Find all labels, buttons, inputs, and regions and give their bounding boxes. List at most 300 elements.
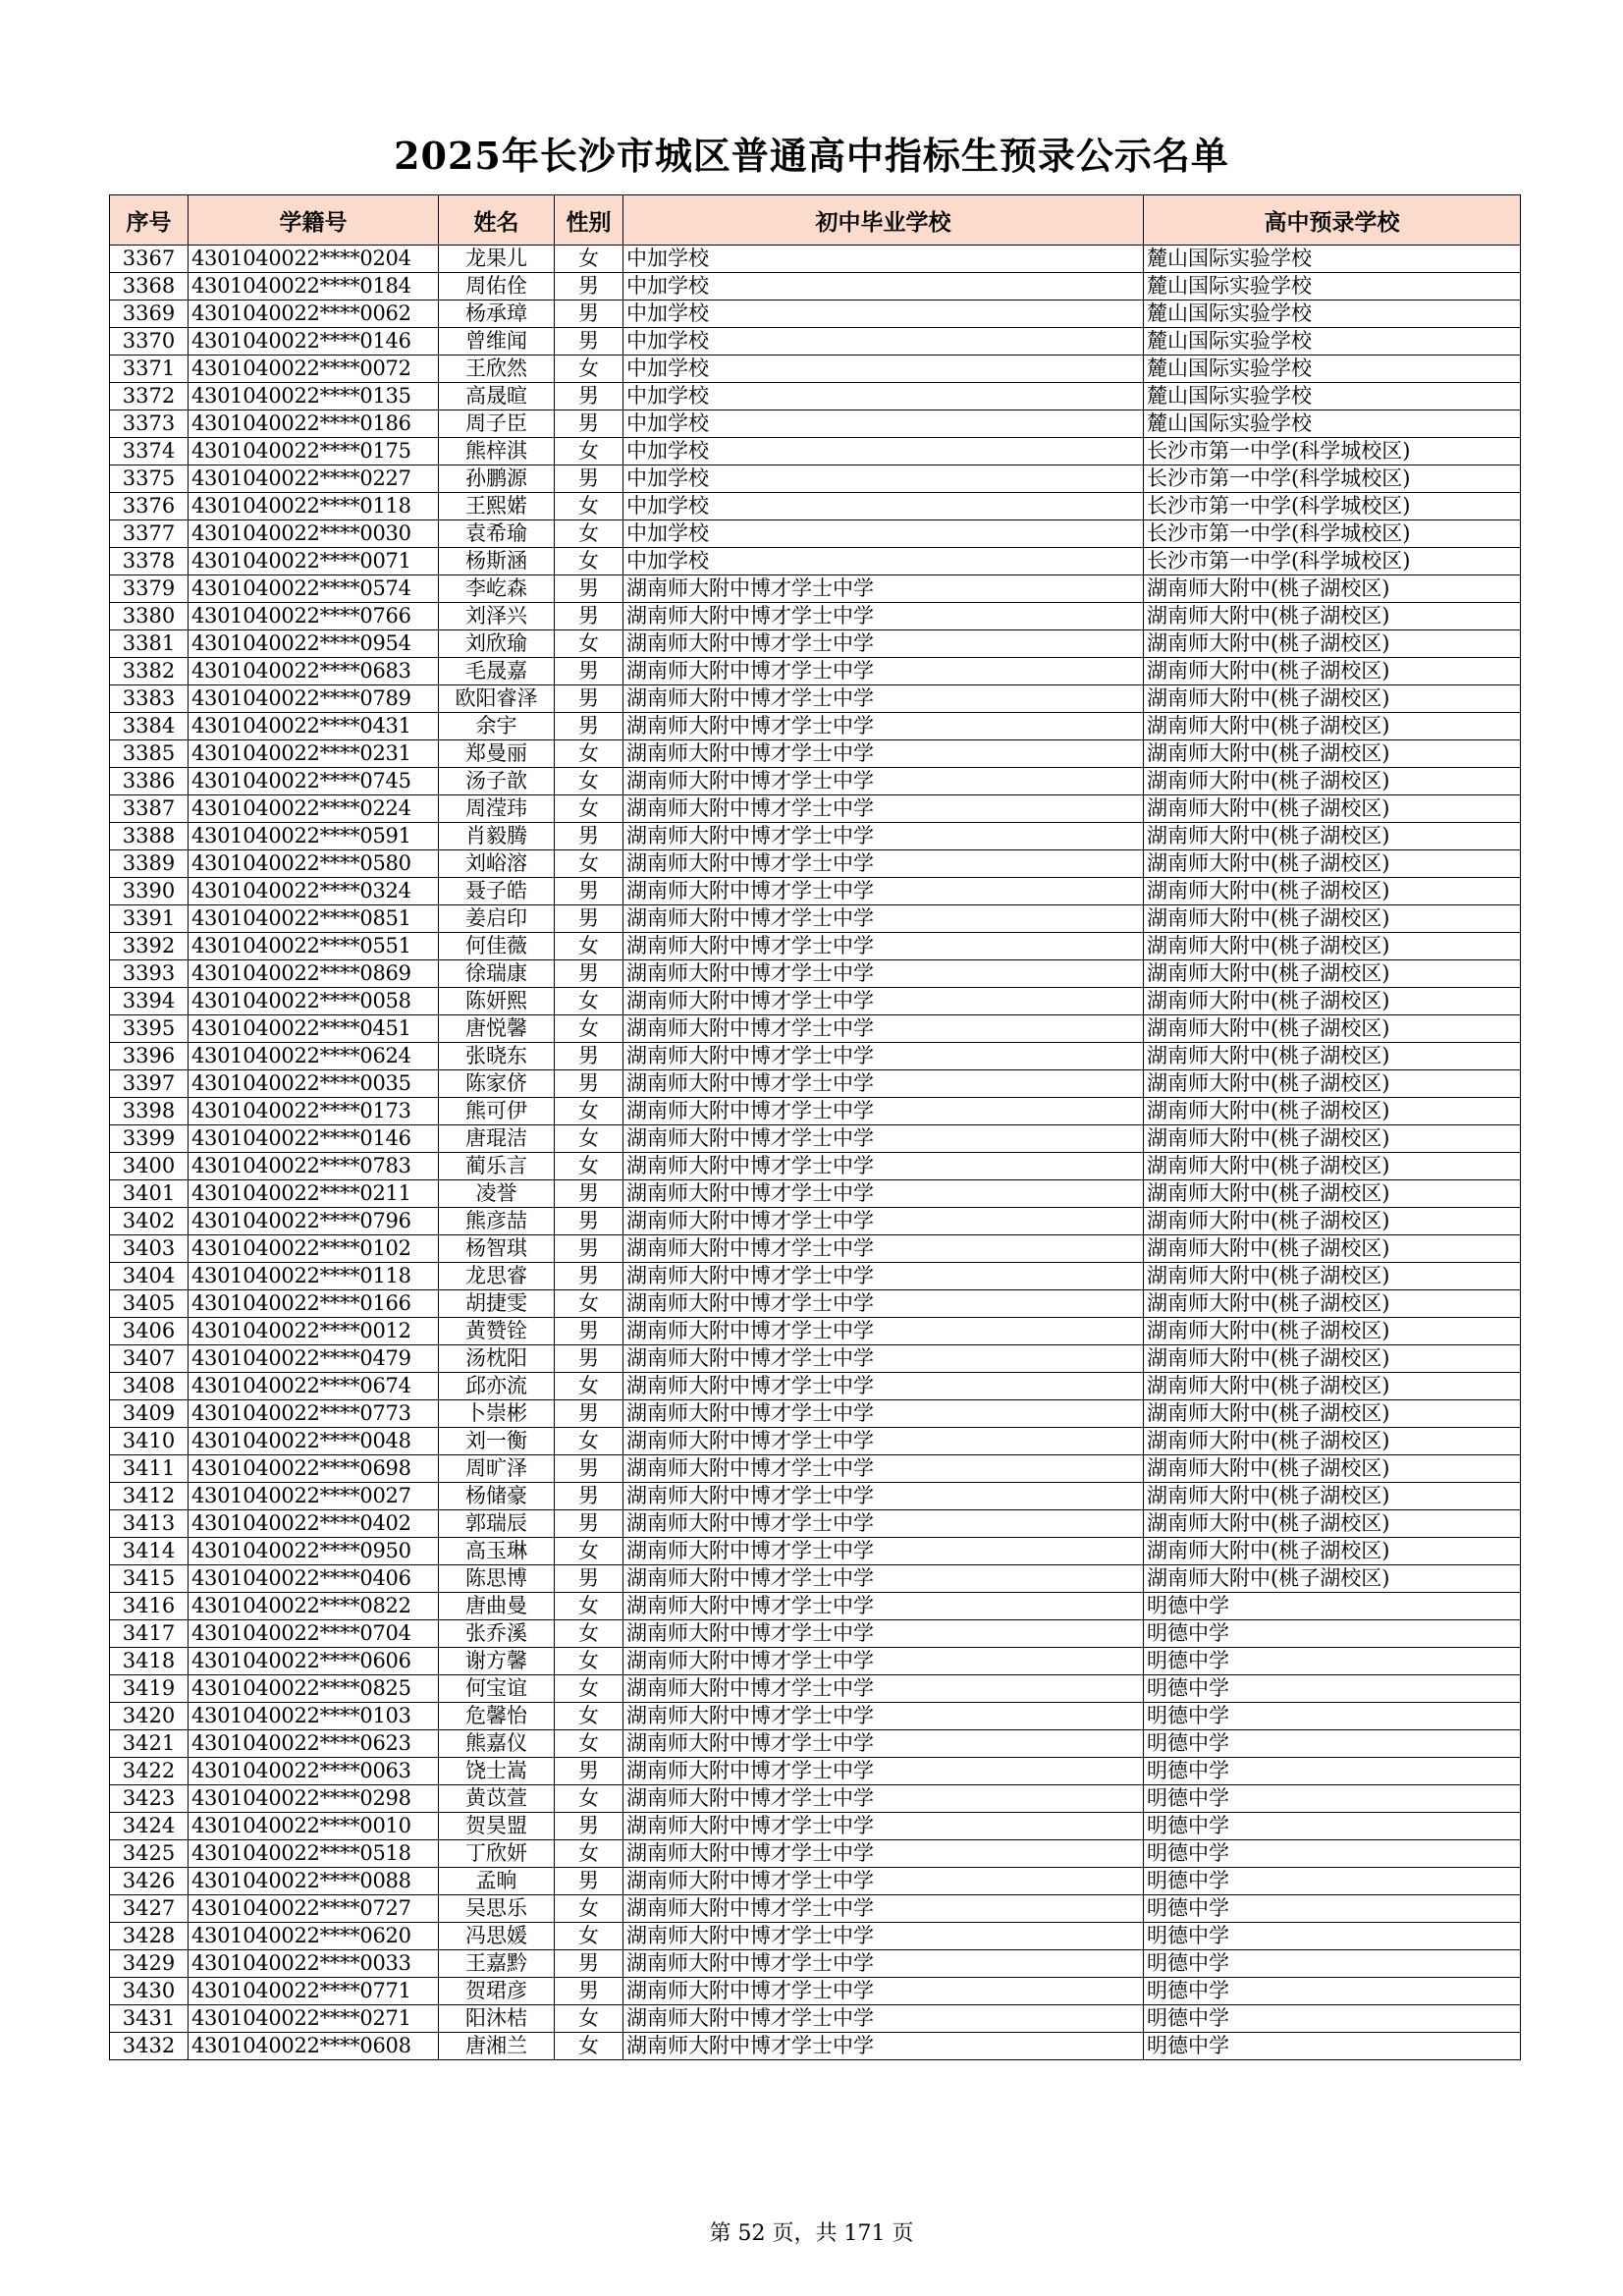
cell-student-id: 4301040022****0135: [189, 383, 439, 410]
cell-student-id: 4301040022****0591: [189, 823, 439, 850]
cell-gender: 男: [555, 603, 623, 630]
cell-high-school: 明德中学: [1144, 1648, 1521, 1675]
table-row: [110, 410, 1521, 438]
cell-seq: 3424: [110, 1813, 189, 1840]
cell-seq: 3380: [110, 603, 189, 630]
cell-high-school: 明德中学: [1144, 1813, 1521, 1840]
table-row: [110, 1648, 1521, 1675]
cell-student-id: 4301040022****0012: [189, 1318, 439, 1345]
cell-seq: 3372: [110, 383, 189, 410]
cell-high-school: 湖南师大附中(桃子湖校区): [1144, 1208, 1521, 1235]
cell-seq: 3406: [110, 1318, 189, 1345]
cell-seq: 3393: [110, 960, 189, 988]
table-row: [110, 905, 1521, 933]
cell-student-id: 4301040022****0227: [189, 465, 439, 493]
cell-high-school: 湖南师大附中(桃子湖校区): [1144, 1235, 1521, 1263]
table-row: [110, 1098, 1521, 1125]
cell-name: 唐湘兰: [439, 2033, 555, 2060]
cell-gender: 女: [555, 740, 623, 768]
cell-middle-school: 湖南师大附中博才学士中学: [623, 1703, 1144, 1730]
table-row: [110, 383, 1521, 410]
cell-name: 陈思博: [439, 1565, 555, 1593]
cell-high-school: 湖南师大附中(桃子湖校区): [1144, 960, 1521, 988]
cell-high-school: 湖南师大附中(桃子湖校区): [1144, 1070, 1521, 1098]
cell-student-id: 4301040022****0674: [189, 1373, 439, 1400]
cell-student-id: 4301040022****0063: [189, 1758, 439, 1785]
cell-high-school: 明德中学: [1144, 1620, 1521, 1648]
cell-seq: 3368: [110, 273, 189, 301]
cell-high-school: 湖南师大附中(桃子湖校区): [1144, 1373, 1521, 1400]
cell-student-id: 4301040022****0102: [189, 1235, 439, 1263]
cell-gender: 男: [555, 1483, 623, 1510]
cell-gender: 男: [555, 878, 623, 905]
cell-seq: 3427: [110, 1895, 189, 1923]
table-row: [110, 603, 1521, 630]
table-row: [110, 1785, 1521, 1813]
cell-student-id: 4301040022****0704: [189, 1620, 439, 1648]
cell-high-school: 湖南师大附中(桃子湖校区): [1144, 988, 1521, 1015]
cell-gender: 女: [555, 1895, 623, 1923]
cell-name: 姜启印: [439, 905, 555, 933]
cell-middle-school: 湖南师大附中博才学士中学: [623, 823, 1144, 850]
cell-name: 危馨怡: [439, 1703, 555, 1730]
cell-gender: 女: [555, 1290, 623, 1318]
cell-seq: 3409: [110, 1400, 189, 1428]
cell-student-id: 4301040022****0103: [189, 1703, 439, 1730]
cell-name: 聂子皓: [439, 878, 555, 905]
cell-middle-school: 湖南师大附中博才学士中学: [623, 1868, 1144, 1895]
cell-student-id: 4301040022****0727: [189, 1895, 439, 1923]
cell-middle-school: 湖南师大附中博才学士中学: [623, 685, 1144, 713]
cell-name: 邱亦流: [439, 1373, 555, 1400]
cell-student-id: 4301040022****0173: [189, 1098, 439, 1125]
cell-name: 蔺乐言: [439, 1153, 555, 1180]
table-header: [110, 195, 1521, 246]
cell-student-id: 4301040022****0825: [189, 1675, 439, 1703]
table-row: [110, 1428, 1521, 1455]
cell-middle-school: 中加学校: [623, 301, 1144, 328]
table-row: [110, 795, 1521, 823]
cell-name: 王熙婼: [439, 493, 555, 520]
cell-student-id: 4301040022****0766: [189, 603, 439, 630]
cell-seq: 3419: [110, 1675, 189, 1703]
cell-name: 欧阳睿泽: [439, 685, 555, 713]
table-row: [110, 988, 1521, 1015]
cell-gender: 男: [555, 1978, 623, 2005]
cell-gender: 女: [555, 1125, 623, 1153]
cell-seq: 3384: [110, 713, 189, 740]
cell-high-school: 湖南师大附中(桃子湖校区): [1144, 1538, 1521, 1565]
cell-seq: 3413: [110, 1510, 189, 1538]
table-row: [110, 1483, 1521, 1510]
cell-name: 刘峪溶: [439, 850, 555, 878]
cell-middle-school: 湖南师大附中博才学士中学: [623, 1813, 1144, 1840]
cell-gender: 女: [555, 493, 623, 520]
cell-gender: 女: [555, 1648, 623, 1675]
cell-student-id: 4301040022****0451: [189, 1015, 439, 1043]
cell-middle-school: 湖南师大附中博才学士中学: [623, 1675, 1144, 1703]
cell-student-id: 4301040022****0745: [189, 768, 439, 795]
cell-gender: 女: [555, 520, 623, 548]
table-row: [110, 1620, 1521, 1648]
cell-middle-school: 湖南师大附中博才学士中学: [623, 1758, 1144, 1785]
cell-seq: 3386: [110, 768, 189, 795]
cell-gender: 女: [555, 768, 623, 795]
cell-seq: 3426: [110, 1868, 189, 1895]
table-row: [110, 1318, 1521, 1345]
cell-high-school: 明德中学: [1144, 1758, 1521, 1785]
cell-high-school: 长沙市第一中学(科学城校区): [1144, 465, 1521, 493]
cell-seq: 3383: [110, 685, 189, 713]
cell-gender: 女: [555, 795, 623, 823]
cell-student-id: 4301040022****0580: [189, 850, 439, 878]
cell-gender: 男: [555, 1208, 623, 1235]
cell-middle-school: 中加学校: [623, 328, 1144, 355]
cell-student-id: 4301040022****0683: [189, 658, 439, 685]
cell-middle-school: 湖南师大附中博才学士中学: [623, 2005, 1144, 2033]
cell-seq: 3418: [110, 1648, 189, 1675]
cell-high-school: 湖南师大附中(桃子湖校区): [1144, 1483, 1521, 1510]
table-row: [110, 768, 1521, 795]
cell-student-id: 4301040022****0402: [189, 1510, 439, 1538]
table-row: [110, 1400, 1521, 1428]
cell-gender: 男: [555, 328, 623, 355]
cell-name: 孙鹏源: [439, 465, 555, 493]
cell-middle-school: 湖南师大附中博才学士中学: [623, 768, 1144, 795]
table-row: [110, 1455, 1521, 1483]
cell-seq: 3429: [110, 1950, 189, 1978]
cell-seq: 3367: [110, 246, 189, 273]
cell-high-school: 长沙市第一中学(科学城校区): [1144, 548, 1521, 575]
cell-gender: 男: [555, 1868, 623, 1895]
cell-high-school: 麓山国际实验学校: [1144, 355, 1521, 383]
cell-middle-school: 湖南师大附中博才学士中学: [623, 795, 1144, 823]
cell-high-school: 长沙市第一中学(科学城校区): [1144, 520, 1521, 548]
table-row: [110, 1153, 1521, 1180]
cell-gender: 男: [555, 465, 623, 493]
cell-name: 杨储豪: [439, 1483, 555, 1510]
cell-name: 袁希瑜: [439, 520, 555, 548]
cell-middle-school: 中加学校: [623, 465, 1144, 493]
cell-middle-school: 中加学校: [623, 520, 1144, 548]
cell-middle-school: 中加学校: [623, 410, 1144, 438]
cell-name: 张乔溪: [439, 1620, 555, 1648]
cell-student-id: 4301040022****0796: [189, 1208, 439, 1235]
cell-name: 卜崇彬: [439, 1400, 555, 1428]
cell-seq: 3414: [110, 1538, 189, 1565]
cell-middle-school: 湖南师大附中博才学士中学: [623, 1290, 1144, 1318]
cell-student-id: 4301040022****0118: [189, 1263, 439, 1290]
table-row: [110, 1593, 1521, 1620]
cell-high-school: 麓山国际实验学校: [1144, 246, 1521, 273]
cell-high-school: 湖南师大附中(桃子湖校区): [1144, 685, 1521, 713]
cell-gender: 女: [555, 850, 623, 878]
header-high-school: 高中预录学校: [1144, 195, 1521, 246]
cell-high-school: 麓山国际实验学校: [1144, 328, 1521, 355]
cell-seq: 3375: [110, 465, 189, 493]
cell-middle-school: 湖南师大附中博才学士中学: [623, 1070, 1144, 1098]
cell-gender: 女: [555, 1538, 623, 1565]
cell-name: 陈家侪: [439, 1070, 555, 1098]
cell-student-id: 4301040022****0010: [189, 1813, 439, 1840]
header-student-id: 学籍号: [189, 195, 439, 246]
cell-seq: 3374: [110, 438, 189, 465]
cell-gender: 男: [555, 1043, 623, 1070]
cell-name: 周滢玮: [439, 795, 555, 823]
cell-student-id: 4301040022****0175: [189, 438, 439, 465]
cell-gender: 男: [555, 1510, 623, 1538]
cell-middle-school: 中加学校: [623, 383, 1144, 410]
cell-gender: 女: [555, 1923, 623, 1950]
table-row: [110, 1730, 1521, 1758]
cell-seq: 3407: [110, 1345, 189, 1373]
cell-high-school: 湖南师大附中(桃子湖校区): [1144, 1428, 1521, 1455]
table-row: [110, 273, 1521, 301]
cell-student-id: 4301040022****0184: [189, 273, 439, 301]
cell-gender: 男: [555, 1263, 623, 1290]
cell-name: 熊可伊: [439, 1098, 555, 1125]
cell-name: 阳沐桔: [439, 2005, 555, 2033]
cell-middle-school: 湖南师大附中博才学士中学: [623, 1565, 1144, 1593]
cell-seq: 3399: [110, 1125, 189, 1153]
cell-gender: 女: [555, 1098, 623, 1125]
cell-gender: 女: [555, 1620, 623, 1648]
cell-seq: 3398: [110, 1098, 189, 1125]
cell-gender: 女: [555, 1015, 623, 1043]
cell-high-school: 湖南师大附中(桃子湖校区): [1144, 1098, 1521, 1125]
cell-high-school: 麓山国际实验学校: [1144, 273, 1521, 301]
cell-student-id: 4301040022****0030: [189, 520, 439, 548]
cell-middle-school: 湖南师大附中博才学士中学: [623, 1318, 1144, 1345]
cell-student-id: 4301040022****0954: [189, 630, 439, 658]
cell-name: 张晓东: [439, 1043, 555, 1070]
cell-seq: 3421: [110, 1730, 189, 1758]
cell-high-school: 明德中学: [1144, 1923, 1521, 1950]
cell-high-school: 长沙市第一中学(科学城校区): [1144, 438, 1521, 465]
cell-student-id: 4301040022****0771: [189, 1978, 439, 2005]
cell-high-school: 湖南师大附中(桃子湖校区): [1144, 1290, 1521, 1318]
cell-gender: 男: [555, 273, 623, 301]
table-row: [110, 1510, 1521, 1538]
cell-seq: 3391: [110, 905, 189, 933]
cell-name: 周子臣: [439, 410, 555, 438]
cell-name: 汤子歆: [439, 768, 555, 795]
cell-seq: 3396: [110, 1043, 189, 1070]
cell-name: 刘欣瑜: [439, 630, 555, 658]
cell-middle-school: 湖南师大附中博才学士中学: [623, 575, 1144, 603]
table-row: [110, 1703, 1521, 1730]
cell-student-id: 4301040022****0479: [189, 1345, 439, 1373]
cell-middle-school: 湖南师大附中博才学士中学: [623, 630, 1144, 658]
cell-high-school: 明德中学: [1144, 1840, 1521, 1868]
cell-gender: 女: [555, 1428, 623, 1455]
cell-seq: 3432: [110, 2033, 189, 2060]
cell-seq: 3401: [110, 1180, 189, 1208]
cell-seq: 3397: [110, 1070, 189, 1098]
cell-high-school: 长沙市第一中学(科学城校区): [1144, 493, 1521, 520]
page-title: 2025年长沙市城区普通高中指标生预录公示名单: [394, 134, 1229, 178]
table-row: [110, 1978, 1521, 2005]
cell-gender: 男: [555, 1565, 623, 1593]
cell-seq: 3395: [110, 1015, 189, 1043]
table-row: [110, 246, 1521, 273]
cell-middle-school: 湖南师大附中博才学士中学: [623, 1373, 1144, 1400]
cell-name: 黄赞铨: [439, 1318, 555, 1345]
cell-student-id: 4301040022****0146: [189, 1125, 439, 1153]
cell-gender: 女: [555, 246, 623, 273]
cell-student-id: 4301040022****0431: [189, 713, 439, 740]
cell-gender: 男: [555, 823, 623, 850]
cell-high-school: 湖南师大附中(桃子湖校区): [1144, 1565, 1521, 1593]
cell-middle-school: 湖南师大附中博才学士中学: [623, 1923, 1144, 1950]
cell-student-id: 4301040022****0869: [189, 960, 439, 988]
cell-high-school: 湖南师大附中(桃子湖校区): [1144, 1153, 1521, 1180]
cell-name: 唐悦馨: [439, 1015, 555, 1043]
cell-middle-school: 湖南师大附中博才学士中学: [623, 2033, 1144, 2060]
table-row: [110, 713, 1521, 740]
cell-middle-school: 湖南师大附中博才学士中学: [623, 1345, 1144, 1373]
cell-student-id: 4301040022****0789: [189, 685, 439, 713]
cell-middle-school: 湖南师大附中博才学士中学: [623, 933, 1144, 960]
table-body: [110, 246, 1521, 2060]
cell-name: 徐瑞康: [439, 960, 555, 988]
cell-high-school: 湖南师大附中(桃子湖校区): [1144, 1125, 1521, 1153]
cell-middle-school: 湖南师大附中博才学士中学: [623, 740, 1144, 768]
table-row: [110, 685, 1521, 713]
table-row: [110, 1813, 1521, 1840]
cell-gender: 女: [555, 1703, 623, 1730]
cell-gender: 男: [555, 410, 623, 438]
cell-seq: 3422: [110, 1758, 189, 1785]
cell-gender: 女: [555, 438, 623, 465]
cell-seq: 3378: [110, 548, 189, 575]
cell-gender: 女: [555, 1373, 623, 1400]
cell-name: 余宇: [439, 713, 555, 740]
cell-gender: 女: [555, 355, 623, 383]
cell-seq: 3430: [110, 1978, 189, 2005]
cell-name: 龙果儿: [439, 246, 555, 273]
table-row: [110, 1235, 1521, 1263]
table-row: [110, 328, 1521, 355]
cell-name: 刘一衡: [439, 1428, 555, 1455]
cell-high-school: 湖南师大附中(桃子湖校区): [1144, 878, 1521, 905]
header-name: 姓名: [439, 195, 555, 246]
cell-middle-school: 湖南师大附中博才学士中学: [623, 988, 1144, 1015]
cell-student-id: 4301040022****0211: [189, 1180, 439, 1208]
cell-seq: 3390: [110, 878, 189, 905]
cell-gender: 男: [555, 1813, 623, 1840]
table-row: [110, 493, 1521, 520]
cell-seq: 3387: [110, 795, 189, 823]
table-row: [110, 575, 1521, 603]
cell-gender: 男: [555, 1345, 623, 1373]
cell-gender: 男: [555, 1950, 623, 1978]
table-row: [110, 823, 1521, 850]
cell-gender: 女: [555, 1730, 623, 1758]
cell-student-id: 4301040022****0271: [189, 2005, 439, 2033]
cell-seq: 3403: [110, 1235, 189, 1263]
cell-seq: 3423: [110, 1785, 189, 1813]
cell-seq: 3408: [110, 1373, 189, 1400]
cell-high-school: 明德中学: [1144, 1895, 1521, 1923]
cell-seq: 3381: [110, 630, 189, 658]
cell-name: 李屹森: [439, 575, 555, 603]
cell-name: 肖毅腾: [439, 823, 555, 850]
cell-high-school: 湖南师大附中(桃子湖校区): [1144, 575, 1521, 603]
table-row: [110, 1895, 1521, 1923]
cell-middle-school: 湖南师大附中博才学士中学: [623, 878, 1144, 905]
table-row: [110, 1290, 1521, 1318]
cell-seq: 3377: [110, 520, 189, 548]
cell-gender: 男: [555, 960, 623, 988]
cell-gender: 女: [555, 1675, 623, 1703]
cell-gender: 男: [555, 1235, 623, 1263]
cell-high-school: 湖南师大附中(桃子湖校区): [1144, 1400, 1521, 1428]
cell-gender: 女: [555, 1840, 623, 1868]
cell-gender: 女: [555, 548, 623, 575]
cell-name: 何宝谊: [439, 1675, 555, 1703]
cell-middle-school: 湖南师大附中博才学士中学: [623, 1950, 1144, 1978]
cell-gender: 男: [555, 658, 623, 685]
table-row: [110, 1923, 1521, 1950]
cell-middle-school: 湖南师大附中博才学士中学: [623, 905, 1144, 933]
cell-student-id: 4301040022****0624: [189, 1043, 439, 1070]
cell-name: 孟晌: [439, 1868, 555, 1895]
cell-seq: 3392: [110, 933, 189, 960]
table-row: [110, 933, 1521, 960]
cell-name: 唐琨洁: [439, 1125, 555, 1153]
cell-name: 凌誉: [439, 1180, 555, 1208]
cell-seq: 3382: [110, 658, 189, 685]
cell-high-school: 明德中学: [1144, 1675, 1521, 1703]
table-row: [110, 658, 1521, 685]
cell-gender: 女: [555, 988, 623, 1015]
table-row: [110, 1565, 1521, 1593]
cell-student-id: 4301040022****0773: [189, 1400, 439, 1428]
cell-seq: 3369: [110, 301, 189, 328]
header-gender: 性别: [555, 195, 623, 246]
table-row: [110, 1950, 1521, 1978]
cell-name: 毛晟嘉: [439, 658, 555, 685]
cell-student-id: 4301040022****0623: [189, 1730, 439, 1758]
cell-gender: 女: [555, 2005, 623, 2033]
cell-name: 熊嘉仪: [439, 1730, 555, 1758]
cell-name: 贺珺彦: [439, 1978, 555, 2005]
page-footer: 第 52 页，共 171 页: [709, 2221, 914, 2246]
cell-name: 王嘉黔: [439, 1950, 555, 1978]
header-row: [110, 195, 1521, 246]
cell-gender: 男: [555, 301, 623, 328]
cell-student-id: 4301040022****0851: [189, 905, 439, 933]
cell-middle-school: 湖南师大附中博才学士中学: [623, 1180, 1144, 1208]
cell-middle-school: 湖南师大附中博才学士中学: [623, 1785, 1144, 1813]
cell-seq: 3420: [110, 1703, 189, 1730]
cell-high-school: 明德中学: [1144, 1868, 1521, 1895]
cell-student-id: 4301040022****0033: [189, 1950, 439, 1978]
cell-gender: 男: [555, 1318, 623, 1345]
cell-high-school: 麓山国际实验学校: [1144, 410, 1521, 438]
cell-gender: 男: [555, 1455, 623, 1483]
cell-middle-school: 湖南师大附中博才学士中学: [623, 1978, 1144, 2005]
table-row: [110, 1758, 1521, 1785]
cell-student-id: 4301040022****0406: [189, 1565, 439, 1593]
cell-seq: 3371: [110, 355, 189, 383]
cell-name: 贺昊盟: [439, 1813, 555, 1840]
cell-middle-school: 湖南师大附中博才学士中学: [623, 713, 1144, 740]
cell-name: 郑曼丽: [439, 740, 555, 768]
table-row: [110, 630, 1521, 658]
cell-middle-school: 湖南师大附中博才学士中学: [623, 1153, 1144, 1180]
